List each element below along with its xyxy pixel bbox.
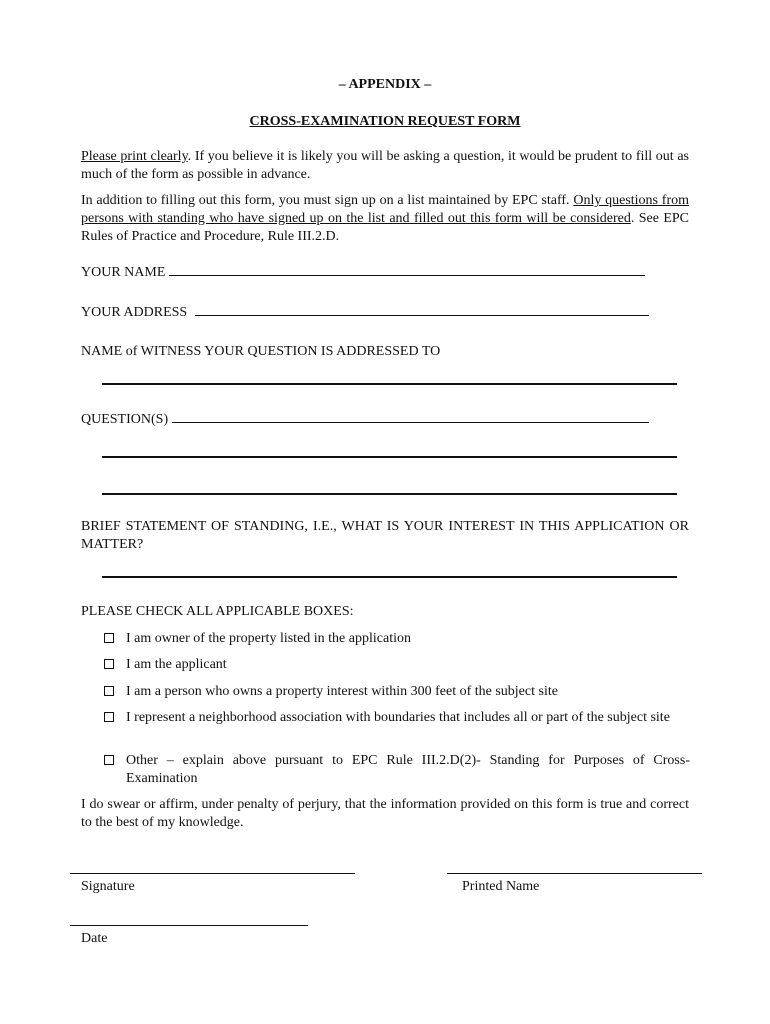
appendix-heading: – APPENDIX –: [338, 77, 432, 92]
checkbox-heading: PLEASE CHECK ALL APPLICABLE BOXES:: [81, 604, 354, 619]
questions-label: QUESTION(S): [81, 412, 169, 427]
checkbox-label: I am a person who owns a property interest within 300 feet of the subject site: [126, 684, 558, 699]
standing-label: BRIEF STATEMENT OF STANDING, I.E., WHAT IS YOUR INTEREST IN THIS APPLICATION OR MATTER?: [81, 519, 689, 552]
checkbox-box[interactable]: [104, 712, 114, 722]
date-line[interactable]: [70, 925, 308, 926]
checkbox-label: I represent a neighborhood association with boundaries that includes all or part of the subject site: [126, 710, 670, 725]
intro-p1-rest: . If you believe it is likely you will be asking a question, it would be prudent to fill out as much of the form as possible in advance.: [81, 149, 689, 182]
address-field: [81, 303, 649, 322]
checkbox-box[interactable]: [104, 633, 114, 643]
date-label: Date: [81, 931, 108, 946]
name-input[interactable]: [169, 263, 645, 276]
affirmation-text: I do swear or affirm, under penalty of perjury, that the information provided on this form is true and correct to the best of my knowledge.: [81, 797, 689, 830]
questions-field: [81, 410, 649, 429]
questions-line-3[interactable]: [102, 493, 677, 495]
signature-line[interactable]: [70, 873, 355, 874]
checkbox-box[interactable]: [104, 659, 114, 669]
questions-input[interactable]: [172, 410, 649, 423]
printed-name-label: Printed Name: [462, 879, 540, 894]
checkbox-label: I am the applicant: [126, 657, 227, 672]
form-title: CROSS-EXAMINATION REQUEST FORM: [249, 114, 521, 129]
standing-requirement-text: Only questions from persons with standing who have signed up on the list and filled out this form will be considered: [81, 193, 689, 226]
checkbox-box[interactable]: [104, 755, 114, 765]
printed-name-line[interactable]: [447, 873, 702, 874]
questions-line-2[interactable]: [102, 456, 677, 458]
signature-label: Signature: [81, 879, 135, 894]
witness-label: NAME of WITNESS YOUR QUESTION IS ADDRESSED TO: [81, 344, 441, 359]
intro-p2-start: In addition to filling out this form, you must sign up on a list maintained by EPC staff.: [81, 193, 574, 208]
intro-p2-end: . See EPC Rules of Practice and Procedure, Rule III.2.D.: [81, 211, 690, 244]
address-label: YOUR ADDRESS: [81, 305, 188, 320]
intro-paragraph-2: [81, 192, 689, 246]
intro-paragraph-1: [81, 148, 689, 184]
checkbox-label: Other – explain above pursuant to EPC Rule III.2.D(2)- Standing for Purposes of Cross-Examination: [126, 753, 690, 786]
witness-input-line[interactable]: [102, 383, 677, 385]
address-input[interactable]: [195, 303, 649, 316]
checkbox-box[interactable]: [104, 686, 114, 696]
print-clearly-text: Please print clearly: [81, 149, 188, 164]
name-field: [81, 263, 645, 282]
name-label: YOUR NAME: [81, 265, 166, 280]
standing-input-line[interactable]: [102, 576, 677, 578]
checkbox-label: I am owner of the property listed in the application: [126, 631, 411, 646]
